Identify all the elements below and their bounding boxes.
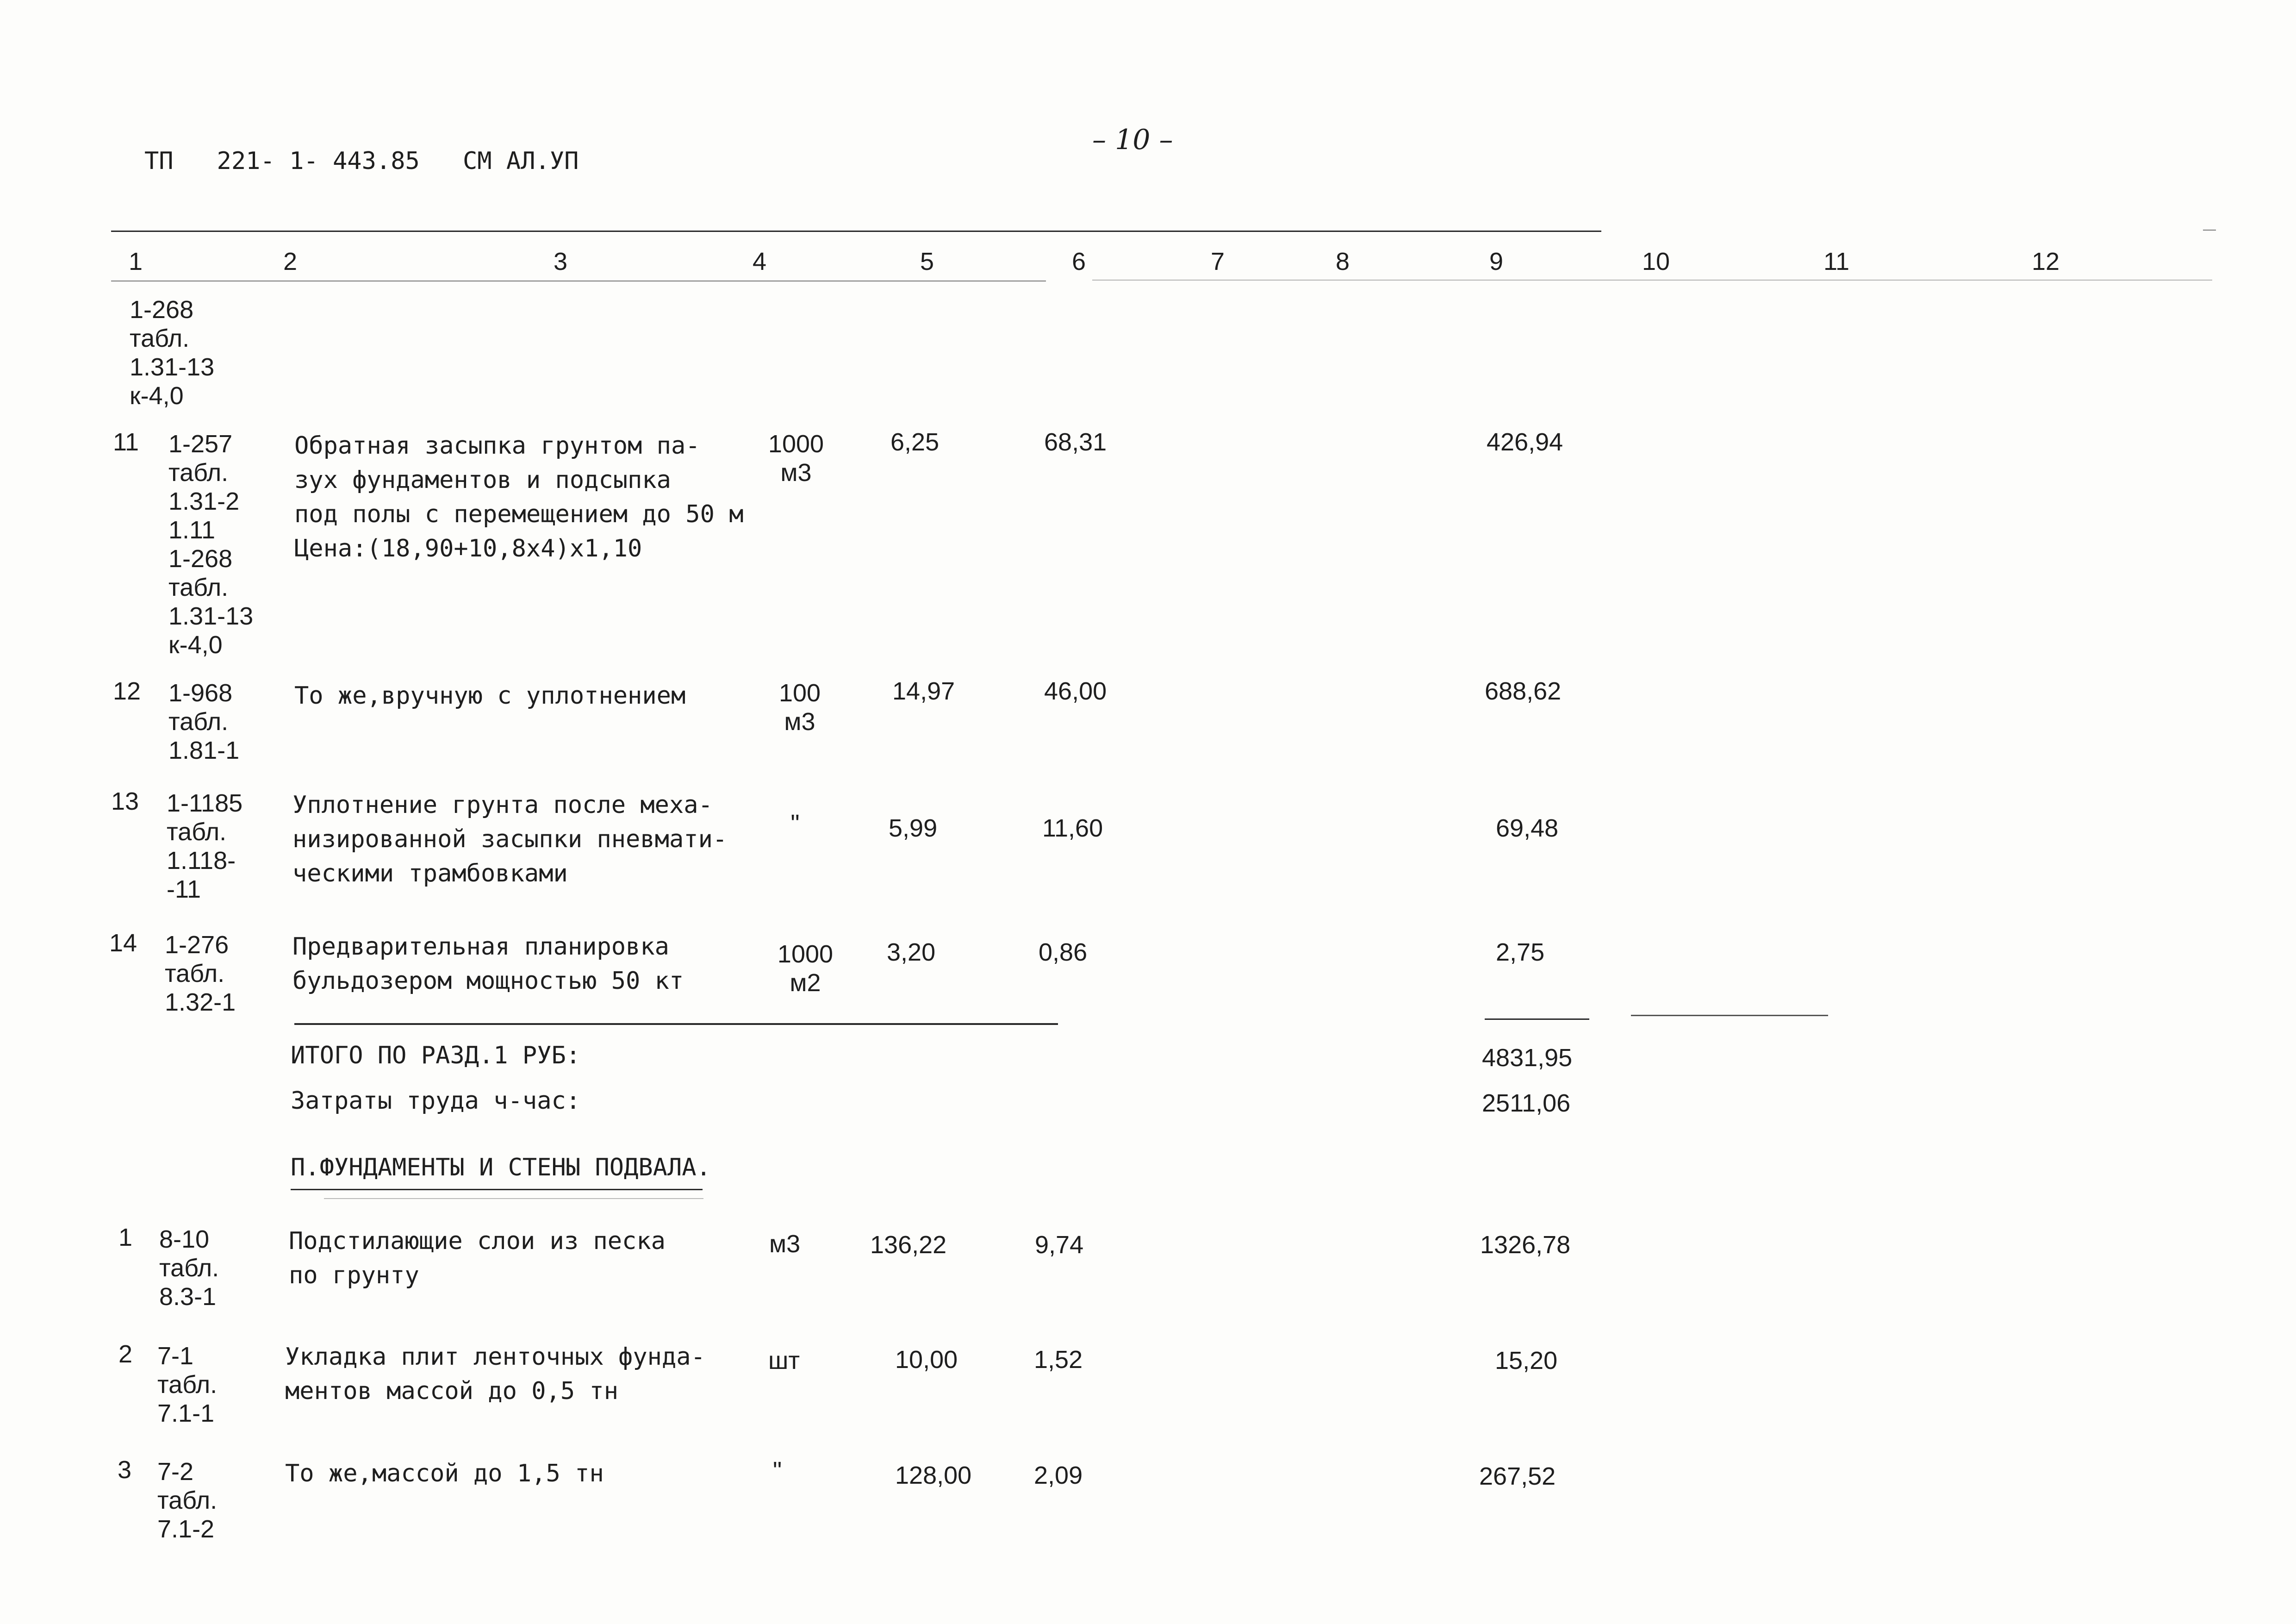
unit-price: 46,00 <box>1044 677 1107 705</box>
norm-code: 7-1 табл. 7.1-1 <box>157 1342 218 1427</box>
unit: шт <box>768 1347 800 1374</box>
page-number: – 10 – <box>1092 124 1173 156</box>
column-number: 5 <box>920 248 934 275</box>
row-number: 11 <box>113 428 139 456</box>
section-title: П.ФУНДАМЕНТЫ И СТЕНЫ ПОДВАЛА. <box>291 1154 711 1181</box>
row-number: 14 <box>109 929 137 957</box>
total-cost: 1326,78 <box>1480 1231 1571 1259</box>
summation-rule <box>294 1023 1058 1025</box>
total-cost: 2,75 <box>1496 938 1545 966</box>
unit: м3 <box>769 1230 801 1258</box>
total-cost: 426,94 <box>1487 428 1563 456</box>
unit: 1000 м3 <box>768 430 824 487</box>
unit: 1000 м2 <box>777 940 834 997</box>
work-description: То же,вручную с уплотнением <box>294 682 686 710</box>
work-description: Предварительная планировка бульдозером мощностью 50 кт <box>292 933 684 995</box>
column-number: 11 <box>1823 248 1850 275</box>
column-number: 7 <box>1211 248 1225 275</box>
album-code: СМ АЛ.УП <box>463 147 579 175</box>
norm-code: 8-10 табл. 8.3-1 <box>159 1225 219 1311</box>
section-total-label: ИТОГО ПО РАЗД.1 РУБ: <box>291 1042 581 1069</box>
total-cost: 267,52 <box>1479 1462 1556 1490</box>
quantity: 128,00 <box>895 1462 972 1489</box>
total-cost: 15,20 <box>1495 1347 1558 1374</box>
unit-price: 68,31 <box>1044 428 1107 456</box>
quantity: 6,25 <box>890 428 940 456</box>
column-number: 10 <box>1642 248 1670 275</box>
unit: 100 м3 <box>778 679 821 736</box>
row-number: 2 <box>118 1340 133 1368</box>
doc-code: ТП 221- 1- 443.85 <box>144 147 420 175</box>
carried-over-codes: 1-268 табл. 1.31-13 к-4,0 <box>130 296 215 410</box>
column-header-rule-right <box>1092 280 2212 281</box>
table-top-rule-tail <box>2203 230 2216 231</box>
row-number: 12 <box>113 677 141 705</box>
quantity: 5,99 <box>889 814 938 842</box>
unit-price: 9,74 <box>1035 1231 1084 1259</box>
quantity: 10,00 <box>895 1346 958 1374</box>
work-description: Укладка плит ленточных фунда- ментов массой до 0,5 тн <box>285 1343 705 1405</box>
unit: " <box>790 810 800 837</box>
work-description: Подстилающие слои из песка по грунту <box>289 1227 666 1289</box>
section-total-value: 4831,95 <box>1482 1044 1573 1072</box>
norm-code: 1-257 табл. 1.31-2 1.11 1-268 табл. 1.31-13 к-4,0 <box>168 430 254 659</box>
column-number: 4 <box>753 248 767 275</box>
column-number: 2 <box>283 248 298 275</box>
work-description: Уплотнение грунта после меха- низированной засыпки пневмати- ческими трамбовками <box>292 791 728 887</box>
norm-code: 1-276 табл. 1.32-1 <box>165 931 236 1016</box>
quantity: 3,20 <box>887 938 936 966</box>
quantity: 136,22 <box>870 1231 947 1259</box>
labor-cost-label: Затраты труда ч-час: <box>291 1087 581 1115</box>
work-description: Обратная засыпка грунтом па- зух фундаментов и подсыпка под полы с перемещением до 50 м Цена:(18,90+10,8х4)х1,10 <box>294 432 744 562</box>
labor-cost-value: 2511,06 <box>1482 1089 1571 1117</box>
section-title-underline <box>291 1189 703 1190</box>
unit-price: 0,86 <box>1039 938 1088 966</box>
total-cost: 688,62 <box>1485 677 1562 705</box>
norm-code: 7-2 табл. 7.1-2 <box>157 1458 218 1543</box>
summation-rule-total <box>1485 1018 1589 1020</box>
unit-price: 2,09 <box>1034 1462 1083 1489</box>
section-title-underline-faint <box>324 1198 703 1199</box>
work-description: То же,массой до 1,5 тн <box>285 1460 604 1487</box>
column-number: 1 <box>129 248 143 275</box>
column-number: 9 <box>1489 248 1504 275</box>
row-number: 13 <box>111 787 139 815</box>
table-top-rule <box>111 231 1601 232</box>
column-number: 12 <box>2032 248 2060 275</box>
column-number: 6 <box>1072 248 1086 275</box>
quantity: 14,97 <box>892 677 955 705</box>
column-number: 8 <box>1336 248 1350 275</box>
total-cost: 69,48 <box>1496 814 1559 842</box>
unit-price: 1,52 <box>1034 1346 1083 1374</box>
norm-code: 1-1185 табл. 1.118- -11 <box>167 789 243 903</box>
summation-rule-right <box>1631 1015 1828 1016</box>
norm-code: 1-968 табл. 1.81-1 <box>168 679 240 764</box>
unit: " <box>773 1457 782 1485</box>
column-number: 3 <box>554 248 568 275</box>
row-number: 3 <box>118 1456 132 1484</box>
row-number: 1 <box>118 1224 133 1251</box>
unit-price: 11,60 <box>1042 814 1103 842</box>
